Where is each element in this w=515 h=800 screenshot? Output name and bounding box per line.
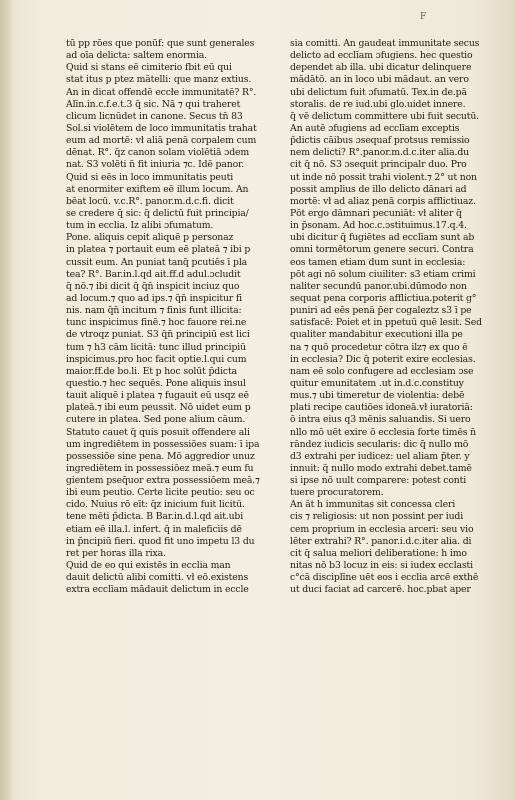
right-column-line: ut duci faciat ad carcerē. hoc.pbat aper bbox=[290, 584, 471, 596]
left-column-line: tū pp rōes que ponūf: que sunt generales bbox=[66, 38, 255, 49]
left-column-line: Pone. aliquis cepit aliquē p personaz bbox=[66, 232, 234, 244]
right-column-line: An autē ɔfugiens ad ecclīam exceptis bbox=[290, 122, 460, 134]
right-column-line: nem delicti? R°.panor.m.d.c.iter alia.du bbox=[290, 147, 469, 159]
left-column-line: possessiōe sine pena. Mō aggredior unuz bbox=[66, 450, 255, 462]
right-column-line: An āt h immunitas sit concessa cleri bbox=[290, 499, 456, 511]
left-column-line: cutere in platea. Sed pone alium cāum. bbox=[66, 414, 246, 426]
right-column-line: storalis. de re iud.ubi glo.uidet innere. bbox=[290, 98, 466, 110]
right-column-line: delicto ad ecclīam ɔfugiens. hec questio bbox=[290, 50, 473, 62]
right-column-line: Pōt ergo dāmnari pecuniāt: vł aliter q̄ bbox=[290, 207, 462, 219]
left-column-line: q̄ nō.⁊ ibi dicit q̄ q̄n̄ inspicit inciuz quo bbox=[66, 280, 240, 292]
right-column-line: c°cā disciplīne uēt eos i ecclia arcē exthē bbox=[290, 572, 479, 584]
left-column-line: in platea ⁊ portauit eum eē plateā ⁊ ibi p bbox=[66, 244, 251, 256]
left-column-line: nis. nam q̄n̄ incitum ⁊ finis funt illicita: bbox=[66, 305, 242, 317]
right-column-line: na ⁊ quō procedetur cōtra ilz⁊ ex quo ē bbox=[290, 341, 468, 353]
right-column-line: ō intra eius q3 mēnis saluandis. Si uero bbox=[290, 414, 471, 426]
right-column-line: ubi delictum fuit ɔfumatū. Tex.in de.pā bbox=[290, 86, 467, 98]
left-column-line: maior.ff.de bo.li. Et p hoc solūt p̄dicta bbox=[66, 365, 237, 377]
right-column-line: tuere procuratorem. bbox=[290, 487, 384, 499]
right-column-line: possit amplius de illo delicto dānari ad bbox=[290, 183, 467, 195]
right-column-line: sequat pena corporis afflictiua.poterit g° bbox=[290, 292, 477, 304]
right-column-line: plati recipe cautiōes idoneā.vł iuratoriā: bbox=[290, 402, 473, 414]
left-column-line: tene mēti p̄dicta. B Bar.in.d.l.qd ait.ubi bbox=[66, 511, 244, 523]
right-column-line: in p̄sonam. Ad hoc.c.ɔstituimus.17.q.4. bbox=[290, 220, 467, 232]
left-column-line: Quid si eēs in loco immunitatis peuti bbox=[66, 171, 234, 183]
left-column-line: nat. S3 volēti n̄ fit iniuria ⁊c. Idē panor. bbox=[66, 159, 245, 171]
left-column-line: se credere q̄ sic: q̄ delictū fuit principia/ bbox=[66, 207, 249, 219]
right-column-line: cis ⁊ religiosis: ut non possint per iudi bbox=[290, 511, 464, 523]
left-column-line: stat itus p ptez mātelli: que manz extius. bbox=[66, 74, 252, 86]
left-column-line: ret per horas illa rixa. bbox=[66, 547, 166, 559]
folio-mark: F bbox=[420, 12, 427, 22]
right-column-line: in ecclesia? Dic q̄ poterit exire ecclesias. bbox=[290, 353, 476, 365]
left-column-line: at enormiter exiftem eē illum locum. An bbox=[66, 183, 249, 195]
left-column-line: tunc inspicimus finē.⁊ hoc fauore rei.ne bbox=[66, 317, 247, 329]
left-column-line: bēat locū. v.c.R°. panor.m.d.c.fi. dicit bbox=[66, 195, 234, 207]
right-column-line: quitur emunitatem .ut in.d.c.constituy bbox=[290, 377, 464, 389]
right-column-line: puniri ad eēs penā p̄er cogaleztz s3 ī pe bbox=[290, 305, 472, 317]
left-column-line: eum ad mortē: vł aliā penā corpalem cum bbox=[66, 135, 257, 147]
right-column-line: innuit: q̄ nullo modo extrahi debet.tamē bbox=[290, 462, 472, 474]
left-column-line: Quid si stans eē cimiterio fbit eū qui bbox=[66, 62, 232, 74]
left-column-line: Statuto cauet q̄ quis posuit offendere ali bbox=[66, 426, 250, 438]
right-column-line: dependet ab illa. ubi dicatur delinquere bbox=[290, 62, 472, 74]
left-column-line: plateā.⁊ ibi eum peussit. Nō uidet eum p bbox=[66, 402, 251, 414]
left-column-line: etiam eē illa.l. infert. q̄ in maleficiis dē bbox=[66, 523, 242, 535]
left-column-line: questio.⁊ hec sequēs. Pone aliquis insul bbox=[66, 377, 246, 389]
right-column-line: satisfacē: Poiet et in ppetuū quē lesit. Sed bbox=[290, 317, 482, 329]
left-column-line: extra ecclīam mādauit delictum in eccle bbox=[66, 584, 249, 596]
right-column-line: ut inde nō possit trahi violent.⁊ 2° ut non bbox=[290, 171, 477, 183]
right-column-line: d3 extrahi per iudicez: uel aliam p̄ter. y bbox=[290, 450, 470, 462]
right-column-line: lēter extrahi? R°. panor.i.d.c.iter alia. di bbox=[290, 535, 472, 547]
right-column-line: si ipse nō uult comparere: potest conti bbox=[290, 475, 467, 487]
right-column-line: mortē: vł ad aliaz penā corpis afflictiuaz. bbox=[290, 195, 476, 207]
left-column-line: An in dicat offendē eccłe immunitatē? R°. bbox=[66, 86, 257, 98]
left-column-line: cido. Nuius rō eīt: q̄z inicium fuit licitū. bbox=[66, 499, 245, 511]
right-column-line: mādātō. an in loco ubi mādaut. an vero bbox=[290, 74, 469, 86]
left-column-line: ad locum.⁊ quo ad ips.⁊ q̄n̄ inspicitur fi bbox=[66, 292, 242, 304]
right-column-line: sia comitti. An gaudeat immunitate secus bbox=[290, 38, 480, 49]
left-column-line: tea? R°. Bar.in.l.qd ait.ff.d adul.ɔcludit bbox=[66, 268, 241, 280]
right-column-line: qualiter mandabitur executioni illa pe bbox=[290, 329, 463, 341]
right-column-line: cit q̄ nō. S3 ɔsequit principalr duo. Pro bbox=[290, 159, 467, 171]
left-column-line: cussit eum. An puniat tanq̄ pcutiēs ī pla bbox=[66, 256, 248, 268]
right-column-line: pōt agi nō solum ciuiliter: s3 etiam crimi bbox=[290, 268, 476, 280]
right-column-line: cit q̄ salua meliori deliberatione: h imo bbox=[290, 547, 467, 559]
right-column-line: cem proprium in ecclesia arceri: seu vio bbox=[290, 523, 474, 535]
left-column-line: Alīn.in.c.f.e.t.3 q̄ sic. Nā ⁊ qui traheret bbox=[66, 98, 241, 110]
left-column-line: in p̄ncipiū fieri. quod fit uno impetu l3 du bbox=[66, 535, 255, 547]
left-column-line: um ingrediētem in possessiōes suam: ī ipa bbox=[66, 438, 260, 450]
left-column-line: ibi eum peutio. Certe licite peutio: seu oc bbox=[66, 487, 255, 499]
left-column-line: clicum licnūdet in canone. Secus tn̄ 83 bbox=[66, 110, 243, 122]
left-column-line: Quid de eo qui existēs in ecclia man bbox=[66, 560, 231, 572]
right-text-column bbox=[290, 38, 502, 596]
left-column-line: inspicimus.pro hoc facit optie.l.qui cum bbox=[66, 353, 247, 365]
right-column-line: mus.⁊ ubi timeretur de violentia: debē bbox=[290, 390, 465, 402]
right-column-line: nllo mō uēt exire ō ecclesia forte timēs n̄ bbox=[290, 426, 476, 438]
left-column-line: tum in ecclia. Iz alibi ɔfumatum. bbox=[66, 220, 214, 232]
right-column-line: q̄ vē delictum committere ubi fuit secutū. bbox=[290, 110, 479, 122]
left-column-line: tauit aliquē i platea ⁊ fugauit eū usqz eē bbox=[66, 390, 249, 402]
left-column-line: tum ⁊ h3 cām licitā: tunc illud principiū bbox=[66, 341, 246, 353]
left-column-line: de vtroqz puniat. S3 q̄n̄ principiū est lici bbox=[66, 329, 250, 341]
left-column-line: ingrediētem in possessiōez meā.⁊ eum fu bbox=[66, 462, 254, 474]
left-column-line: dauit delictū alibi comitti. vł eō.existens bbox=[66, 572, 249, 584]
right-column-line: p̄dictis cāibus ɔsequaf protsus remissio bbox=[290, 135, 470, 147]
right-column-line: rāndez iudicis secularis: dic q̄ nullo mō bbox=[290, 438, 469, 450]
right-column-line: omni tormētorum genere securi. Contra bbox=[290, 244, 474, 256]
left-column-line: gientem pseq̄uor extra possessiōem meā.⁊ bbox=[66, 475, 260, 487]
left-column-line: Sol.si violētem de loco immunitatis trahat bbox=[66, 122, 257, 134]
left-column-line: ad oīa delicta: saltem enormia. bbox=[66, 50, 207, 62]
right-column-line: naliter secundū panor.ubi.dūmodo non bbox=[290, 280, 467, 292]
right-column-line: ubi dicitur q̄ fugiētes ad ecclīam sunt ab bbox=[290, 232, 475, 244]
right-column-line: eos tamen etiam dum sunt in ecclesia: bbox=[290, 256, 466, 268]
gutter-shadow bbox=[0, 0, 14, 800]
right-column-line: nitas nō b3 locuz in eis: si iudex ecclasti bbox=[290, 560, 473, 572]
right-column-line: nam eē solo confugere ad ecclesiam ɔse bbox=[290, 365, 474, 377]
left-text-column bbox=[66, 38, 280, 596]
left-column-line: dēnat. R°. q̄z canon solam violētiā ɔdem bbox=[66, 147, 250, 159]
